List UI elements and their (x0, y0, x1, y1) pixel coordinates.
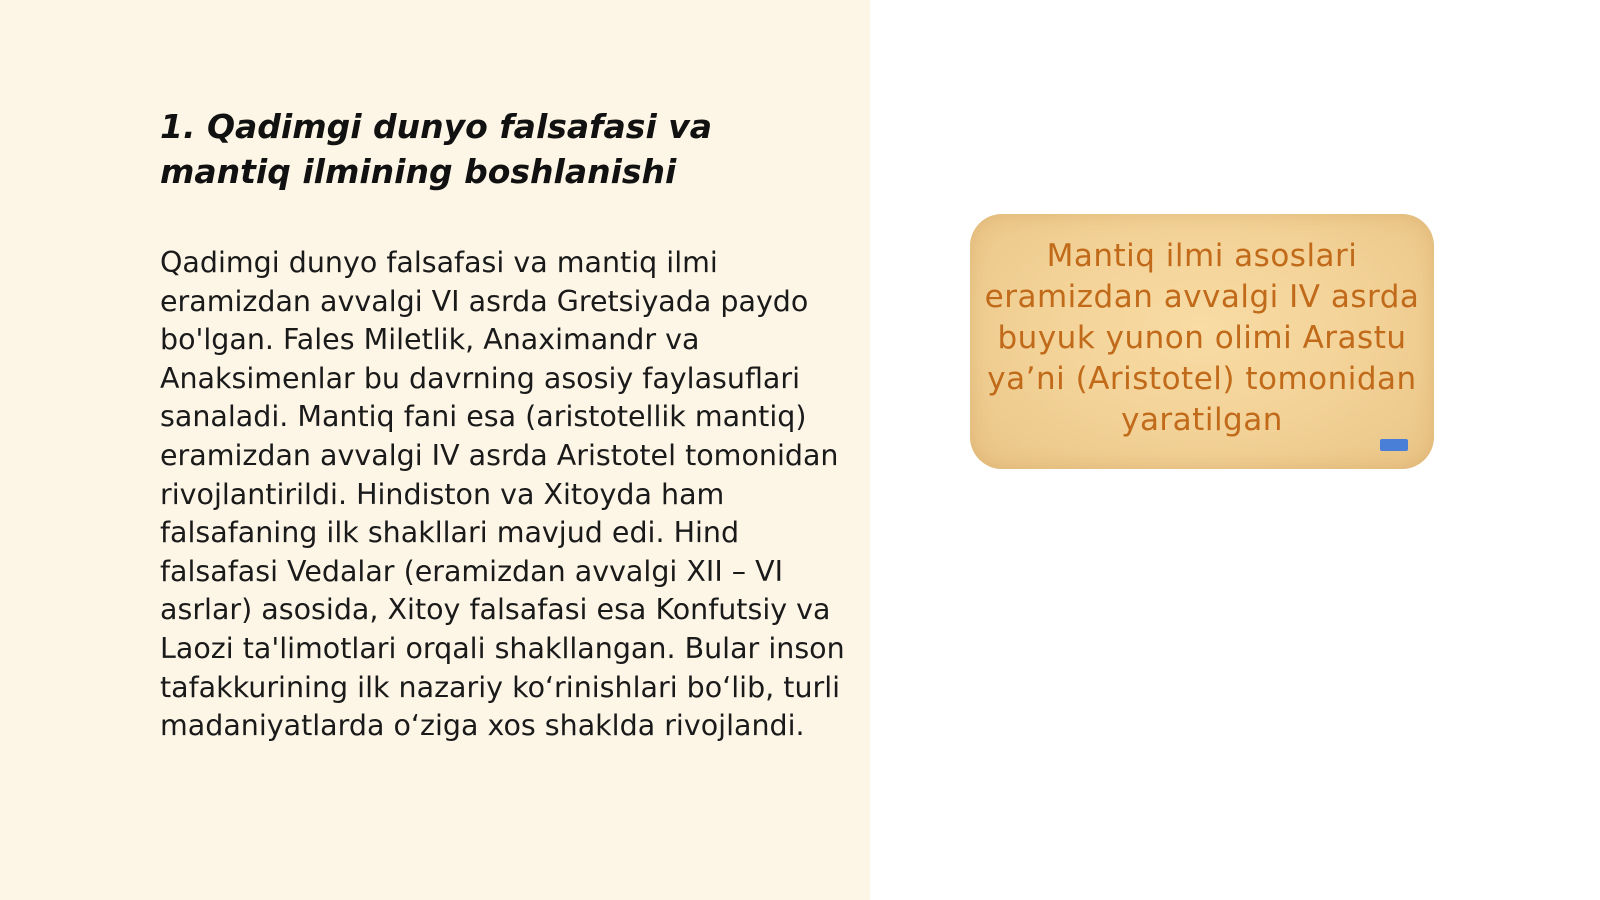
callout-box (970, 214, 1434, 469)
callout-marker-icon (1380, 439, 1408, 451)
callout-text: Mantiq ilmi asoslari eramizdan avvalgi IV asrda buyuk yunon olimi Arastu ya’ni (Aristotel) tomonidan yaratilgan (984, 238, 1420, 438)
body-paragraph: Qadimgi dunyo falsafasi va mantiq ilmi eramizdan avvalgi VI asrda Gretsiyada paydo bo'lgan. Fales Miletlik, Anaximandr va Anaksimenlar bu davrning asosiy faylasuflari sanaladi. Mantiq fani esa (aristotellik mantiq) eramizdan avvalgi IV asrda Aristotel tomonidan rivojlantirildi. Hindiston va Xitoyda ham falsafaning ilk shakllari mavjud edi. Hind falsafasi Vedalar (eramizdan avvalgi XII – VI asrlar) asosida, Xitoy falsafasi esa Konfutsiy va Laozi ta'limotlari orqali shakllangan. Bular inson tafakkurining ilk nazariy ko‘rinishlari bo‘lib, turli madaniyatlarda o‘ziga xos shaklda rivojlandi. (160, 246, 845, 743)
slide-title: 1. Qadimgi dunyo falsafasi va mantiq ilmining boshlanishi (160, 107, 713, 191)
